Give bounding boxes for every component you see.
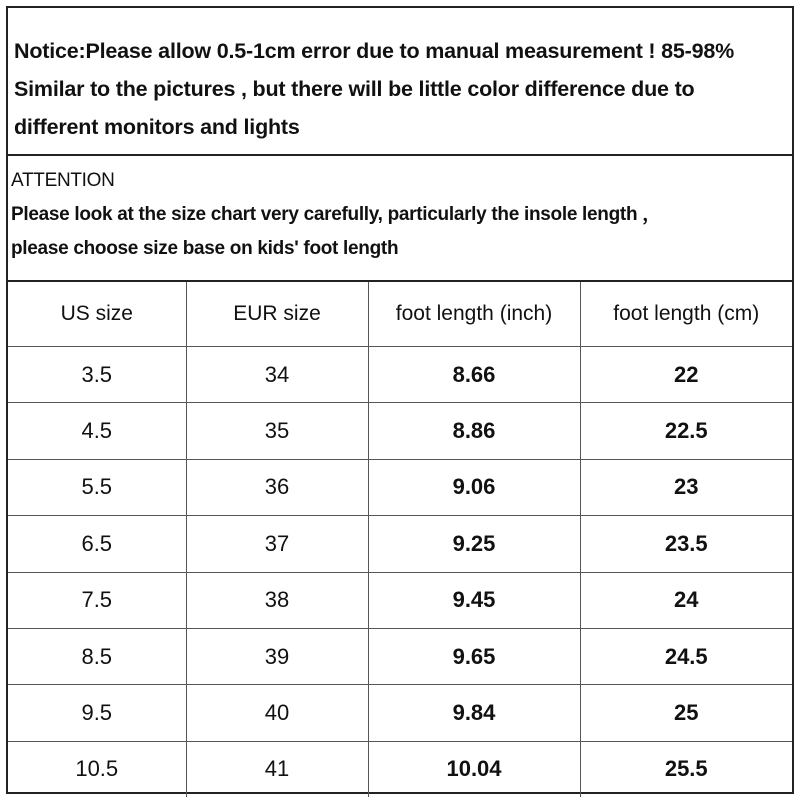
size-chart-frame [6, 6, 794, 794]
cell-eur-size: 34 [186, 347, 368, 403]
header-foot-length-cm: foot length (cm) [580, 282, 792, 347]
cell-eur-size: 39 [186, 628, 368, 684]
notice-section [8, 8, 792, 156]
cell-eur-size: 37 [186, 516, 368, 572]
attention-section [8, 156, 792, 282]
cell-us-size: 4.5 [8, 403, 186, 459]
cell-foot-length-cm: 24.5 [580, 628, 792, 684]
cell-us-size: 5.5 [8, 459, 186, 515]
cell-eur-size: 36 [186, 459, 368, 515]
cell-eur-size: 35 [186, 403, 368, 459]
size-table [8, 282, 792, 797]
cell-foot-length-cm: 24 [580, 572, 792, 628]
table-row [8, 347, 792, 403]
table-header-row [8, 282, 792, 347]
table-row [8, 741, 792, 797]
cell-us-size: 10.5 [8, 741, 186, 797]
cell-us-size: 8.5 [8, 628, 186, 684]
notice-line: Notice:Please allow 0.5-1cm error due to manual measurement ! 85-98% [14, 39, 735, 63]
cell-foot-length-cm: 23 [580, 459, 792, 515]
table-row [8, 572, 792, 628]
cell-us-size: 7.5 [8, 572, 186, 628]
cell-eur-size: 40 [186, 685, 368, 741]
attention-line: please choose size base on kids' foot length [11, 238, 399, 259]
attention-title: ATTENTION [11, 170, 115, 191]
notice-line: Similar to the pictures , but there will be little color difference due to [14, 77, 695, 101]
cell-foot-length-inch: 9.25 [368, 516, 580, 572]
cell-us-size: 9.5 [8, 685, 186, 741]
cell-foot-length-inch: 8.66 [368, 347, 580, 403]
cell-eur-size: 41 [186, 741, 368, 797]
cell-foot-length-cm: 22 [580, 347, 792, 403]
cell-eur-size: 38 [186, 572, 368, 628]
cell-us-size: 3.5 [8, 347, 186, 403]
table-row [8, 459, 792, 515]
cell-us-size: 6.5 [8, 516, 186, 572]
header-foot-length-inch: foot length (inch) [368, 282, 580, 347]
attention-line: Please look at the size chart very carefully, particularly the insole length ， [11, 204, 661, 225]
table-row [8, 685, 792, 741]
cell-foot-length-inch: 9.84 [368, 685, 580, 741]
header-eur-size: EUR size [186, 282, 368, 347]
header-us-size: US size [8, 282, 186, 347]
table-row [8, 516, 792, 572]
cell-foot-length-cm: 23.5 [580, 516, 792, 572]
cell-foot-length-inch: 9.45 [368, 572, 580, 628]
cell-foot-length-inch: 10.04 [368, 741, 580, 797]
cell-foot-length-inch: 9.65 [368, 628, 580, 684]
cell-foot-length-inch: 9.06 [368, 459, 580, 515]
table-row [8, 403, 792, 459]
cell-foot-length-cm: 25 [580, 685, 792, 741]
cell-foot-length-cm: 22.5 [580, 403, 792, 459]
cell-foot-length-cm: 25.5 [580, 741, 792, 797]
notice-line: different monitors and lights [14, 115, 300, 139]
table-row [8, 628, 792, 684]
cell-foot-length-inch: 8.86 [368, 403, 580, 459]
